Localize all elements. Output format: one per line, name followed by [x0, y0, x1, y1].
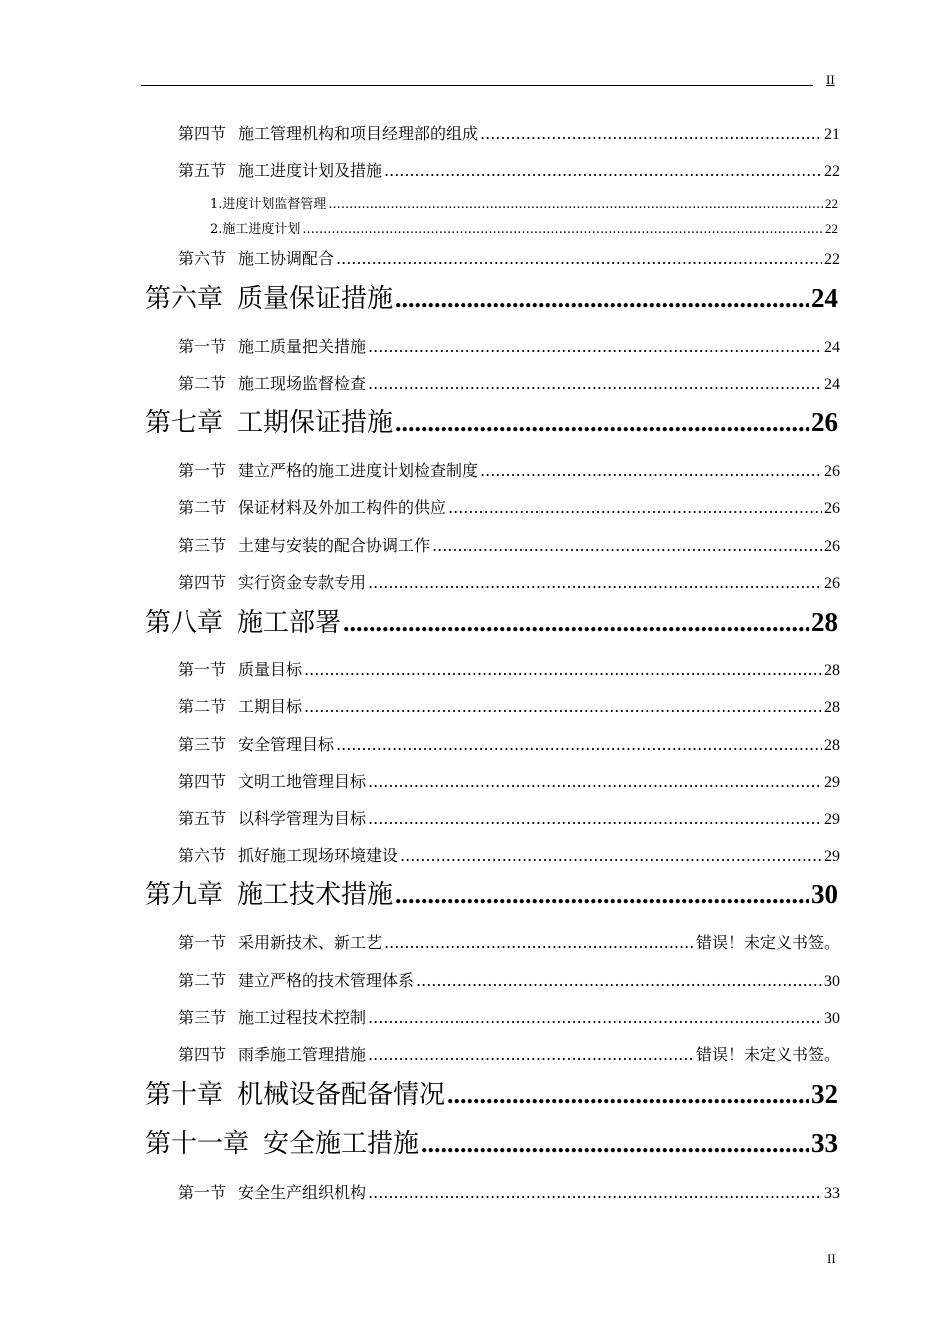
toc-entry-number: 第五节 [178, 161, 227, 180]
toc-entry-label [145, 1074, 445, 1111]
toc-dot-leader [304, 660, 822, 679]
toc-dot-leader [368, 1045, 694, 1064]
toc-dot-leader [368, 809, 822, 828]
toc-entry-label [178, 1042, 366, 1065]
toc-chapter-entry[interactable] [145, 1123, 838, 1157]
toc-entry-number: 第一节 [178, 933, 227, 952]
toc-section-entry[interactable] [178, 843, 840, 865]
toc-entry-page: 29 [824, 848, 840, 865]
toc-entry-title: 施工协调配合 [238, 249, 335, 268]
toc-entry-number: 第二节 [178, 971, 227, 990]
toc-entry-number: 第七章 [145, 408, 224, 438]
toc-dot-leader [421, 1129, 809, 1159]
toc-section-entry[interactable] [178, 732, 840, 754]
toc-entry-title: 实行资金专款专用 [238, 573, 367, 592]
toc-entry-title: 质量保证措施 [237, 284, 394, 314]
toc-dot-leader [395, 408, 809, 438]
toc-entry-page: 26 [824, 575, 840, 592]
toc-dot-leader [384, 161, 822, 180]
toc-entry-label [178, 694, 302, 717]
toc-entry-page: 24 [824, 339, 840, 356]
toc-dot-leader [368, 374, 822, 393]
toc-entry-title: 以科学管理为目标 [238, 809, 367, 828]
toc-entry-number: 第六节 [178, 846, 227, 865]
toc-entry-label [178, 843, 398, 866]
toc-entry-title: 进度计划监督管理 [222, 197, 327, 212]
toc-entry-label [210, 193, 326, 212]
header-page-number: II [826, 72, 835, 87]
toc-dot-leader [328, 197, 823, 212]
toc-entry-title: 工期保证措施 [237, 408, 394, 438]
toc-entry-number: 第五节 [178, 809, 227, 828]
toc-chapter-entry[interactable] [145, 602, 838, 636]
toc-entry-page: 21 [824, 126, 840, 143]
toc-entry-label [145, 278, 393, 315]
toc-dot-leader [480, 124, 822, 143]
toc-section-entry[interactable] [178, 371, 840, 393]
toc-entry-number: 第三节 [178, 1008, 227, 1027]
toc-chapter-entry[interactable] [145, 402, 838, 436]
toc-entry-label [178, 732, 334, 755]
toc-entry-number: 第四节 [178, 573, 227, 592]
toc-entry-label [178, 121, 478, 144]
toc-entry-number: 第三节 [178, 735, 227, 754]
toc-entry-page: 32 [811, 1079, 838, 1109]
toc-entry-page: 24 [811, 283, 838, 313]
toc-entry-label [178, 158, 382, 181]
toc-entry-page: 30 [824, 973, 840, 990]
toc-entry-title: 施工进度计划及措施 [238, 161, 383, 180]
toc-entry-label [145, 402, 393, 439]
toc-entry-number: 1. [210, 197, 223, 212]
toc-section-entry[interactable] [178, 1180, 840, 1202]
toc-entry-title: 施工管理机构和项目经理部的组成 [238, 124, 479, 143]
toc-dot-leader [448, 498, 822, 517]
toc-dot-leader [343, 608, 809, 638]
toc-section-entry[interactable] [178, 495, 840, 517]
toc-entry-page: 33 [824, 1185, 840, 1202]
toc-section-entry[interactable] [178, 694, 840, 716]
toc-entry-label [178, 371, 366, 394]
toc-entry-page: 30 [824, 1010, 840, 1027]
toc-entry-title: 抓好施工现场环境建设 [238, 846, 399, 865]
toc-entry-label [145, 874, 393, 911]
toc-dot-leader [432, 536, 822, 555]
toc-entry-title: 安全生产组织机构 [238, 1183, 367, 1202]
toc-section-entry[interactable] [178, 334, 840, 356]
toc-entry-page: 26 [824, 463, 840, 480]
toc-entry-label [210, 218, 300, 237]
toc-entry-title: 安全管理目标 [238, 735, 335, 754]
toc-entry-label [178, 246, 334, 269]
toc-entry-number: 第八章 [145, 608, 224, 638]
toc-entry-page: 28 [824, 699, 840, 716]
toc-entry-label [178, 806, 366, 829]
toc-entry-number: 第十一章 [145, 1129, 250, 1159]
toc-dot-leader [384, 933, 694, 952]
toc-entry-label [178, 334, 366, 357]
toc-entry-title: 土建与安装的配合协调工作 [238, 536, 431, 555]
toc-entry-number: 第二节 [178, 374, 227, 393]
toc-section-entry[interactable] [178, 570, 840, 592]
toc-dot-leader [368, 1008, 822, 1027]
toc-entry-title: 施工现场监督检查 [238, 374, 367, 393]
toc-section-entry[interactable] [178, 1005, 840, 1027]
toc-dot-leader [395, 880, 809, 910]
toc-section-entry[interactable] [178, 533, 840, 555]
toc-entry-title: 施工技术措施 [237, 880, 394, 910]
toc-entry-page: 22 [825, 196, 838, 211]
toc-entry-page: 33 [811, 1128, 838, 1158]
toc-entry-label [178, 968, 414, 991]
toc-entry-title: 质量目标 [238, 660, 303, 679]
toc-entry-number: 第六章 [145, 284, 224, 314]
toc-entry-number: 第一节 [178, 337, 227, 356]
toc-entry-page: 26 [824, 538, 840, 555]
toc-entry-number: 第四节 [178, 772, 227, 791]
toc-entry-number: 第六节 [178, 249, 227, 268]
toc-dot-leader [336, 735, 822, 754]
footer-page-number: II [827, 1251, 836, 1266]
toc-entry-page: 28 [811, 607, 838, 637]
toc-section-entry[interactable] [178, 968, 840, 990]
toc-entry-number: 第三节 [178, 536, 227, 555]
toc-section-entry[interactable] [178, 769, 840, 791]
toc-entry-label [178, 570, 366, 593]
toc-entry-page: 24 [824, 376, 840, 393]
toc-entry-number: 第四节 [178, 124, 227, 143]
toc-dot-leader [368, 1183, 822, 1202]
toc-entry-page: 26 [824, 500, 840, 517]
toc-section-entry[interactable] [178, 121, 840, 143]
header-rule [141, 85, 813, 86]
toc-entry-page: 30 [811, 879, 838, 909]
toc-entry-number: 2. [210, 222, 223, 237]
toc-entry-page: 22 [824, 251, 840, 268]
toc-entry-number: 第四节 [178, 1045, 227, 1064]
toc-dot-leader [480, 461, 822, 480]
toc-entry-label [178, 533, 430, 556]
toc-section-entry[interactable] [178, 1042, 840, 1064]
toc-entry-label [145, 602, 341, 639]
toc-entry-page: 22 [824, 163, 840, 180]
toc-entry-number: 第一节 [178, 660, 227, 679]
toc-dot-leader [416, 971, 822, 990]
toc-entry-title: 施工部署 [237, 608, 342, 638]
toc-entry-number: 第十章 [145, 1080, 224, 1110]
toc-entry-page: 错误！未定义书签。 [695, 935, 840, 952]
toc-dot-leader [368, 772, 822, 791]
toc-entry-title: 保证材料及外加工构件的供应 [238, 498, 447, 517]
toc-section-entry[interactable] [178, 806, 840, 828]
toc-chapter-entry[interactable] [145, 1074, 838, 1108]
toc-entry-page: 28 [824, 662, 840, 679]
toc-entry-number: 第一节 [178, 1183, 227, 1202]
toc-entry-title: 施工质量把关措施 [238, 337, 367, 356]
toc-entry-title: 建立严格的施工进度计划检查制度 [238, 461, 479, 480]
toc-entry-label [178, 1180, 366, 1203]
toc-dot-leader [304, 697, 822, 716]
toc-dot-leader [395, 284, 809, 314]
toc-section-entry[interactable] [178, 246, 840, 268]
toc-dot-leader [368, 337, 822, 356]
toc-entry-page: 26 [811, 407, 838, 437]
toc-entry-number: 第二节 [178, 697, 227, 716]
toc-dot-leader [336, 249, 822, 268]
toc-dot-leader [368, 573, 822, 592]
toc-entry-title: 雨季施工管理措施 [238, 1045, 367, 1064]
toc-entry-page: 错误！未定义书签。 [695, 1047, 840, 1064]
toc-entry-title: 建立严格的技术管理体系 [238, 971, 415, 990]
toc-entry-title: 文明工地管理目标 [238, 772, 367, 791]
toc-dot-leader [302, 222, 823, 237]
toc-entry-label [178, 769, 366, 792]
toc-entry-number: 第一节 [178, 461, 227, 480]
toc-entry-number: 第九章 [145, 880, 224, 910]
toc-entry-label [178, 458, 478, 481]
toc-entry-label [178, 1005, 366, 1028]
toc-entry-label [145, 1123, 419, 1160]
toc-entry-page: 29 [824, 774, 840, 791]
toc-entry-title: 施工过程技术控制 [238, 1008, 367, 1027]
toc-section-entry[interactable] [178, 930, 840, 952]
toc-section-entry[interactable] [178, 158, 840, 180]
toc-entry-title: 施工进度计划 [222, 222, 301, 237]
toc-entry-number: 第二节 [178, 498, 227, 517]
toc-entry-title: 工期目标 [238, 697, 303, 716]
toc-entry-page: 28 [824, 737, 840, 754]
toc-section-entry[interactable] [178, 657, 840, 679]
toc-entry-label [178, 930, 382, 953]
toc-subsection-entry[interactable] [210, 193, 838, 211]
toc-entry-page: 29 [824, 811, 840, 828]
toc-entry-page: 22 [825, 221, 838, 236]
toc-entry-title: 机械设备配备情况 [237, 1080, 446, 1110]
toc-chapter-entry[interactable] [145, 874, 838, 908]
toc-entry-label [178, 657, 302, 680]
toc-dot-leader [447, 1080, 809, 1110]
toc-section-entry[interactable] [178, 458, 840, 480]
toc-entry-label [178, 495, 446, 518]
toc-chapter-entry[interactable] [145, 278, 838, 312]
toc-dot-leader [400, 846, 822, 865]
toc-entry-title: 安全施工措施 [263, 1129, 420, 1159]
toc-entry-title: 采用新技术、新工艺 [238, 933, 383, 952]
toc-subsection-entry[interactable] [210, 218, 838, 236]
